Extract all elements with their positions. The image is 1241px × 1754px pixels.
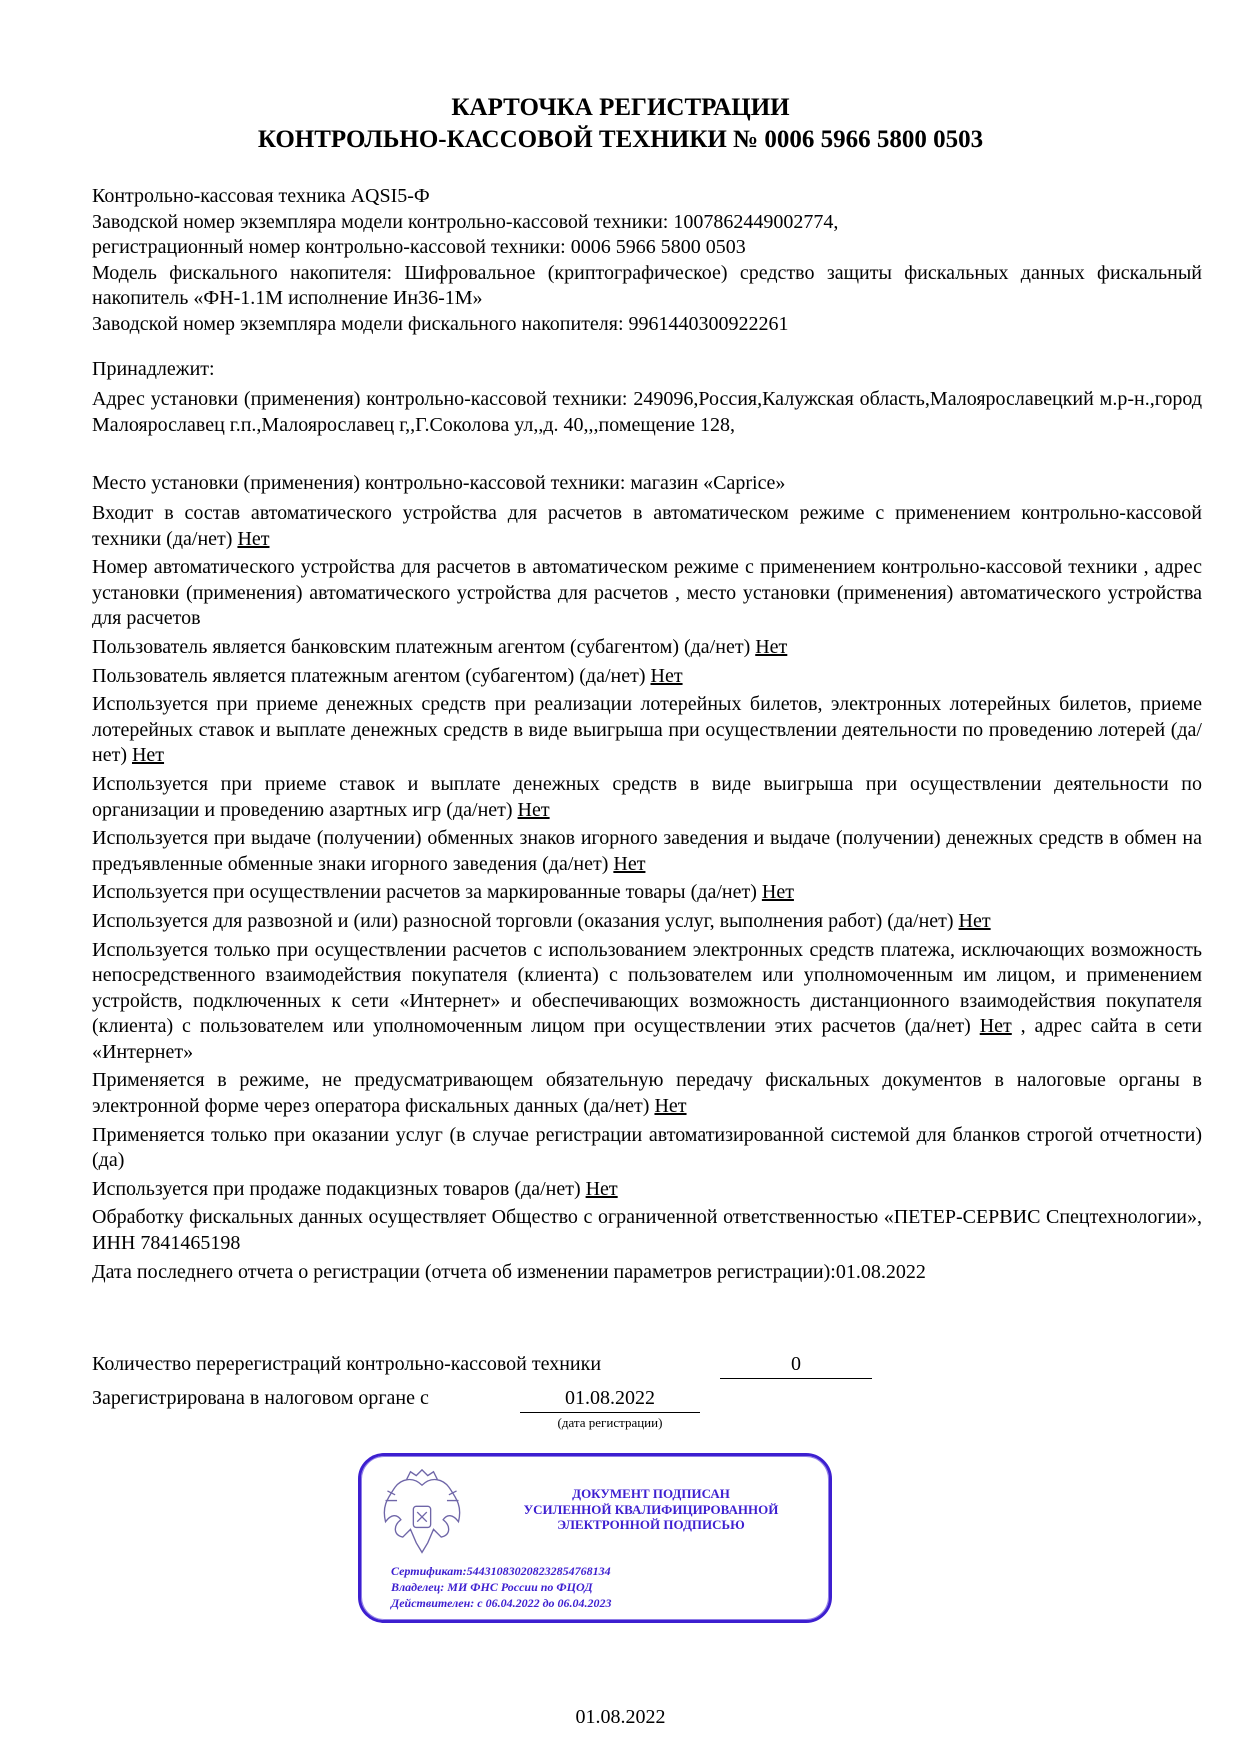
device-serial-line: Заводской номер экземпляра модели контрольно-кассовой техники: 1007862449002774, [92, 210, 839, 233]
footer-date: 01.08.2022 [575, 1706, 666, 1728]
items-list [92, 501, 1202, 1285]
fn-model: Модель фискального накопителя: Шифровальное (криптографическое) средство защиты фискальных данных фискальный накопитель «ФН-1.1М исполнение Ин36-1М» [92, 261, 1202, 310]
item-fiscal-operator: Обработку фискальных данных осуществляет Общество с ограниченной ответственностью «ПЕТЕР-СЕРВИС Спецтехнологии», ИНН 7841465198 [92, 1206, 1202, 1255]
item-gambling-tokens: Используется при выдаче (получении) обменных знаков игорного заведения и выдаче (получении) денежных средств в обмен на предъявленные обменные знаки игорного заведения (да/нет) Нет [92, 827, 1202, 875]
answer: Нет [761, 881, 794, 904]
answer: Нет [650, 664, 683, 687]
answer: Нет [979, 1015, 1012, 1038]
item-auto-device: Входит в состав автоматического устройства для расчетов в автоматическом режиме с применением контрольно-кассовой техники (да/нет) Нет [92, 502, 1202, 550]
e-signature-stamp [358, 1453, 832, 1623]
item-excise-goods: Используется при продаже подакцизных товаров (да/нет) Нет [92, 1177, 618, 1200]
document-title-line2: КОНТРОЛЬНО-КАССОВОЙ ТЕХНИКИ № 0006 5966 5800 0503 [257, 126, 984, 153]
rereg-label: Количество перерегистраций контрольно-кассовой техники [92, 1353, 602, 1375]
item-gambling: Используется при приеме ставок и выплате денежных средств в виде выигрыша при осуществлении деятельности по организации и проведению азартных игр (да/нет) Нет [92, 772, 1202, 821]
item-internet: Используется только при осуществлении расчетов с использованием электронных средств платежа, исключающих возможность непосредственного взаимодействия покупателя (клиента) с пользователем или уполномоченным им лицом, и применением устройств, подключенных к сети «Интернет» и обеспечивающих возможность дистанционного взаимодействия покупателя (клиента) с пользователем или уполномоченным лицом при осуществлении этих расчетов (да/нет) Нет , адрес сайта в сети «Интернет» [92, 938, 1202, 1063]
answer: Нет [517, 798, 550, 821]
item-marked-goods: Используется при осуществлении расчетов за маркированные товары (да/нет) Нет [92, 881, 794, 904]
item-offline-mode: Применяется в режиме, не предусматривающем обязательную передачу фискальных документов в налоговые органы в электронной форме через оператора фискальных данных (да/нет) Нет [92, 1069, 1202, 1118]
device-line: Контрольно-кассовая техника AQSI5-Ф [92, 185, 430, 207]
answer: Нет [131, 744, 165, 767]
owner-label: Принадлежит: [92, 358, 215, 380]
item-services-only: Применяется только при оказании услуг (в случае регистрации автоматизированной системой для бланков строгой отчетности) (да) [92, 1123, 1202, 1172]
device-info [92, 184, 1202, 338]
answer: Нет [585, 1177, 618, 1200]
answer: Нет [237, 527, 270, 550]
answer: Нет [958, 909, 991, 932]
item-delivery-trade: Используется для развозной и (или) разносной торговли (оказания услуг, выполнения работ) (да/нет) Нет [92, 909, 991, 932]
document-title-line1: КАРТОЧКА РЕГИСТРАЦИИ [451, 94, 790, 121]
install-address: Адрес установки (применения) контрольно-кассовой техники: 249096,Россия,Калужская область,Малоярославецкий м.р-н.,город Малоярославец г.п.,Малоярославец г,,Г.Соколова ул,,д. 40,,,помещение 128, [92, 388, 1202, 436]
stamp-title: ДОКУМЕНТ ПОДПИСАН УСИЛЕННОЙ КВАЛИФИЦИРОВАННОЙ ЭЛЕКТРОННОЙ ПОДПИСЬЮ [523, 1486, 779, 1532]
reg-date-value: 01.08.2022 [520, 1386, 700, 1413]
answer: Нет [654, 1095, 687, 1118]
item-bank-agent: Пользователь является банковским платежным агентом (субагентом) (да/нет) Нет [92, 635, 788, 658]
install-place: Место установки (применения) контрольно-кассовой техники: магазин «Caprice» [92, 472, 786, 494]
item-last-report-date: Дата последнего отчета о регистрации (отчета об изменении параметров регистрации):01.08.2022 [92, 1260, 926, 1283]
reg-date-label: Зарегистрирована в налоговом органе с [92, 1387, 429, 1409]
coat-of-arms-icon [373, 1466, 471, 1562]
item-auto-device-number: Номер автоматического устройства для расчетов в автоматическом режиме с применением контрольно-кассовой техники , адрес установки (применения) автоматического устройства для расчетов , место установки (применения) автоматического устройства для расчетов [92, 556, 1202, 630]
stamp-owner: Владелец: МИ ФНС России по ФЦОД [391, 1580, 593, 1594]
stamp-certificate: Сертификат:54431083020823285476813​4 [391, 1564, 611, 1578]
device-reg-number-line: регистрационный номер контрольно-кассовой техники: 0006 5966 5800 0503 [92, 236, 746, 259]
stamp-validity: Действителен: с 06.04.2022 до 06.04.2023 [391, 1596, 612, 1610]
fn-serial: Заводской номер экземпляра модели фискального накопителя: 9961440300922261 [92, 312, 789, 335]
reg-date-caption: (дата регистрации) [557, 1415, 663, 1430]
item-payment-agent: Пользователь является платежным агентом (субагентом) (да/нет) Нет [92, 664, 683, 687]
answer: Нет [755, 635, 788, 658]
answer: Нет [613, 852, 646, 875]
rereg-value: 0 [720, 1352, 872, 1379]
item-lottery: Используется при приеме денежных средств при реализации лотерейных билетов, электронных лотерейных билетов, приеме лотерейных ставок и выплате денежных средств в виде выигрыша при осуществлении деятельности по проведению лотерей (да/нет) Нет [92, 693, 1202, 767]
